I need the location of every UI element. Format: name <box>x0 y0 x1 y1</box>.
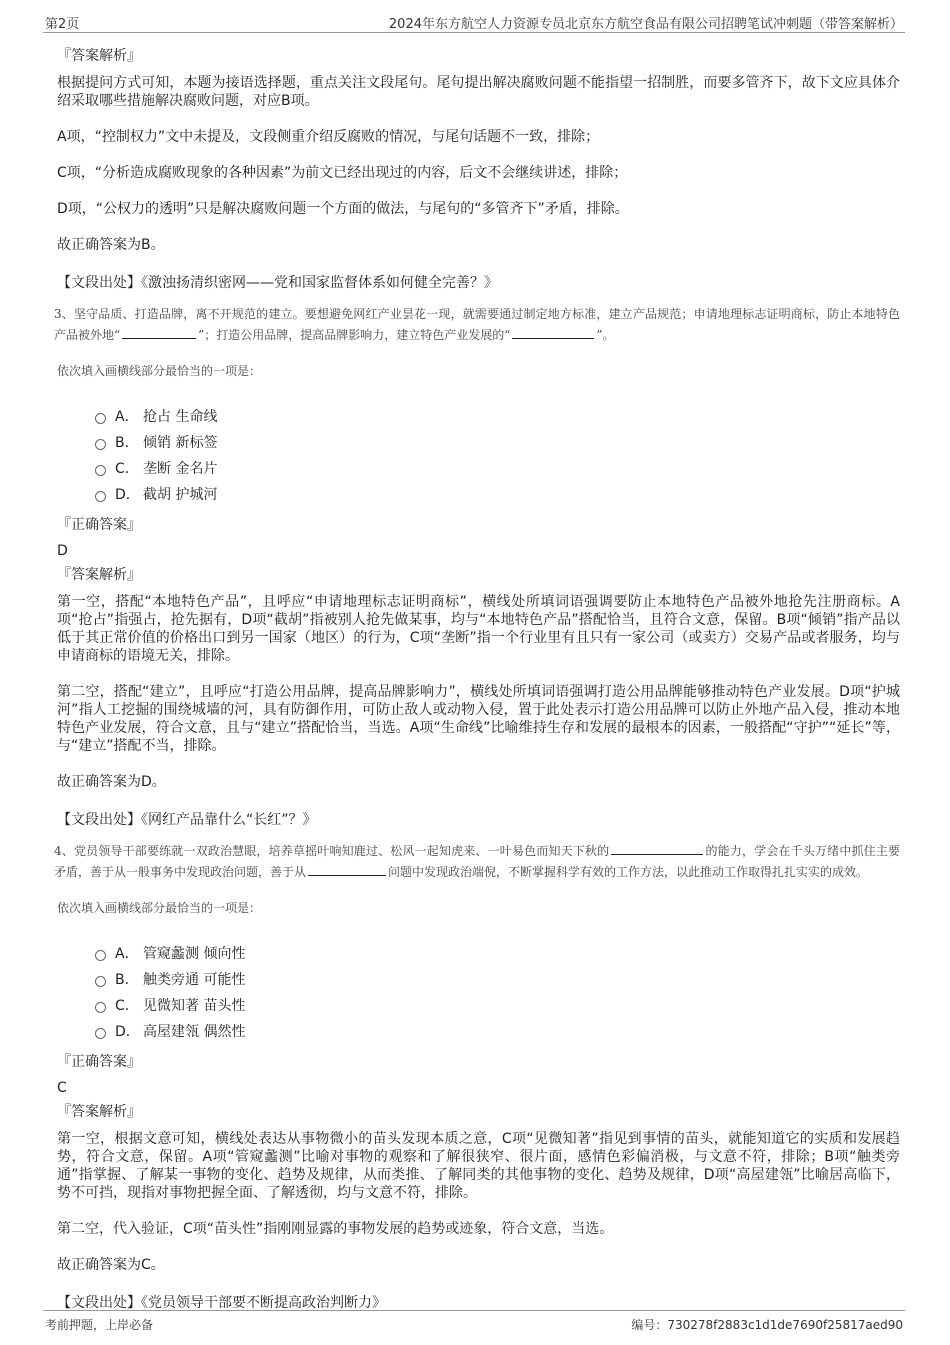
q4-analysis-para: 第二空，代入验证，C项“苗头性”指刚刚显露的事物发展的趋势或迹象，符合文意，当选。 <box>57 1221 614 1237</box>
q3-correct-answer: D <box>57 543 68 559</box>
q3-options <box>95 403 900 507</box>
q4-options <box>95 940 900 1044</box>
footer-slogan: 考前押题，上岸必备 <box>45 1318 154 1332</box>
q3-correct-tag: 『正确答案』 <box>57 517 141 533</box>
document-title: 2024年东方航空人力资源专员北京东方航空食品有限公司招聘笔试冲刺题（带答案解析） <box>388 17 903 32</box>
q4-option-a[interactable]: A． 管窥蠡测 倾向性 <box>95 940 900 966</box>
q4-blank-1 <box>611 842 703 855</box>
q4-answer-line: 故正确答案为C。 <box>57 1257 165 1273</box>
q3-analysis-para: 第二空，搭配“建立”，且呼应“打造公用品牌，提高品牌影响力”，横线处所填词语强调打造公用品牌能够推动特色产业发展。D项“护城河”指人工挖掘的围绕城墙的河，具有防御作用，可防止敌人或动物入侵，置于此处表示打造公用品牌可以防止外地产品入侵，推动本地特色产业发展，符合文意，且与“建立”搭配恰当，当选。A项“生命线”比喻维持生存和发展的最根本的因素，一般搭配“守护”“延长”等，与“建立”搭配不当，排除。 <box>57 684 900 754</box>
q3-option-c[interactable]: C． 垄断 金名片 <box>95 455 900 481</box>
q4-analysis-tag: 『答案解析』 <box>57 1104 141 1120</box>
q2-answer-line: 故正确答案为B。 <box>57 237 165 253</box>
radio-button[interactable] <box>95 465 106 476</box>
q4-analysis-para: 第一空，根据文意可知，横线处表达从事物微小的苗头发现本质之意，C项“见微知著”指见到事情的苗头，就能知道它的实质和发展趋势，符合文意，保留。A项“管窥蠡测”比喻对事物的观察和了解很狭窄、很片面，感情色彩偏消极，与文意不符，排除；B项“触类旁通”指掌握、了解某一事物的变化、趋势及规律，从而类推、了解同类的其他事物的变化、趋势及规律，D项“高屋建瓴”比喻居高临下，势不可挡，现指对事物把握全面、了解透彻，均与文意不符，排除。 <box>57 1131 900 1201</box>
q3-source: 【文段出处】《网红产品靠什么“长红”？》 <box>57 812 317 828</box>
radio-button[interactable] <box>95 950 106 961</box>
q4-correct-answer: C <box>57 1080 67 1096</box>
q2-analysis-para: D项，“公权力的透明”只是解决腐败问题一个方面的做法，与尾句的“多管齐下”矛盾，排除。 <box>57 201 629 217</box>
q2-analysis-para: C项，“分析造成腐败现象的各种因素”为前文已经出现过的内容，后文不会继续讲述，排除； <box>57 165 628 181</box>
q3-option-b[interactable]: B． 倾销 新标签 <box>95 429 900 455</box>
q3-question-text: 3、坚守品质、打造品牌，离不开规范的建立。要想避免网红产业昙花一现，就需要通过制定地方标准，建立产品规范；申请地理标志证明商标，防止本地特色产品被外地“ ”；打造公用品牌，提高品牌影响力，建立特色产业发展的“ ”。 <box>54 307 900 342</box>
page-content <box>54 40 900 1324</box>
page-header <box>43 10 905 33</box>
radio-button[interactable] <box>95 413 106 424</box>
q4-option-d[interactable]: D． 高屋建瓴 偶然性 <box>95 1018 900 1044</box>
radio-button[interactable] <box>95 1002 106 1013</box>
q2-analysis-para: 根据提问方式可知，本题为接语选择题，重点关注文段尾句。尾句提出解决腐败问题不能指望一招制胜，而要多管齐下，故下文应具体介绍采取哪些措施解决腐败问题，对应B项。 <box>57 75 900 109</box>
radio-button[interactable] <box>95 491 106 502</box>
q3-blank-2 <box>512 326 594 339</box>
q3-blank-1 <box>122 326 196 339</box>
q3-option-a[interactable]: A． 抢占 生命线 <box>95 403 900 429</box>
q3-analysis-para: 第一空，搭配“本地特色产品”，且呼应“申请地理标志证明商标”，横线处所填词语强调要防止本地特色产品被外地抢先注册商标。A项“抢占”指强占，抢先据有，D项“截胡”指被别人抢先做某事，均与“本地特色产品”搭配恰当，且符合文意，保留。B项“倾销”指产品以低于其正常价值的价格出口到另一国家（地区）的行为，C项“垄断”指一个行业里有且只有一家公司（或卖方）交易产品或者服务，均与申请商标的语境无关，排除。 <box>57 594 900 664</box>
q4-source: 【文段出处】《党员领导干部要不断提高政治判断力》 <box>57 1295 386 1311</box>
q4-question-text: 4、党员领导干部要练就一双政治慧眼，培养草摇叶响知鹿过、松风一起知虎来、一叶易色而知天下秋的 的能力，学会在千头万绪中抓住主要矛盾，善于从一般事务中发现政治问题，善于从 问题中发现政治端倪，不断掌握科学有效的工作方法，以此推动工作取得扎扎实实的成效。 <box>54 844 900 879</box>
document-code: 编号：730278f2883c1d1de7690f25817aed90 <box>631 1318 903 1332</box>
q4-prompt: 依次填入画横线部分最恰当的一项是： <box>57 901 262 915</box>
q2-analysis-para: A项，“控制权力”文中未提及，文段侧重介绍反腐败的情况，与尾句话题不一致，排除； <box>57 129 600 145</box>
page-footer <box>43 1310 905 1335</box>
q4-correct-tag: 『正确答案』 <box>57 1054 141 1070</box>
q3-prompt: 依次填入画横线部分最恰当的一项是： <box>57 364 262 378</box>
radio-button[interactable] <box>95 976 106 987</box>
q3-option-d[interactable]: D． 截胡 护城河 <box>95 481 900 507</box>
page-number: 第2页 <box>45 17 80 32</box>
q2-analysis-tag: 『答案解析』 <box>57 48 141 64</box>
radio-button[interactable] <box>95 1028 106 1039</box>
q2-source: 【文段出处】《激浊扬清织密网——党和国家监督体系如何健全完善？》 <box>57 275 498 291</box>
q4-blank-2 <box>308 863 386 876</box>
q4-option-b[interactable]: B． 触类旁通 可能性 <box>95 966 900 992</box>
q3-answer-line: 故正确答案为D。 <box>57 774 166 790</box>
q3-analysis-tag: 『答案解析』 <box>57 567 141 583</box>
radio-button[interactable] <box>95 439 106 450</box>
q4-option-c[interactable]: C． 见微知著 苗头性 <box>95 992 900 1018</box>
